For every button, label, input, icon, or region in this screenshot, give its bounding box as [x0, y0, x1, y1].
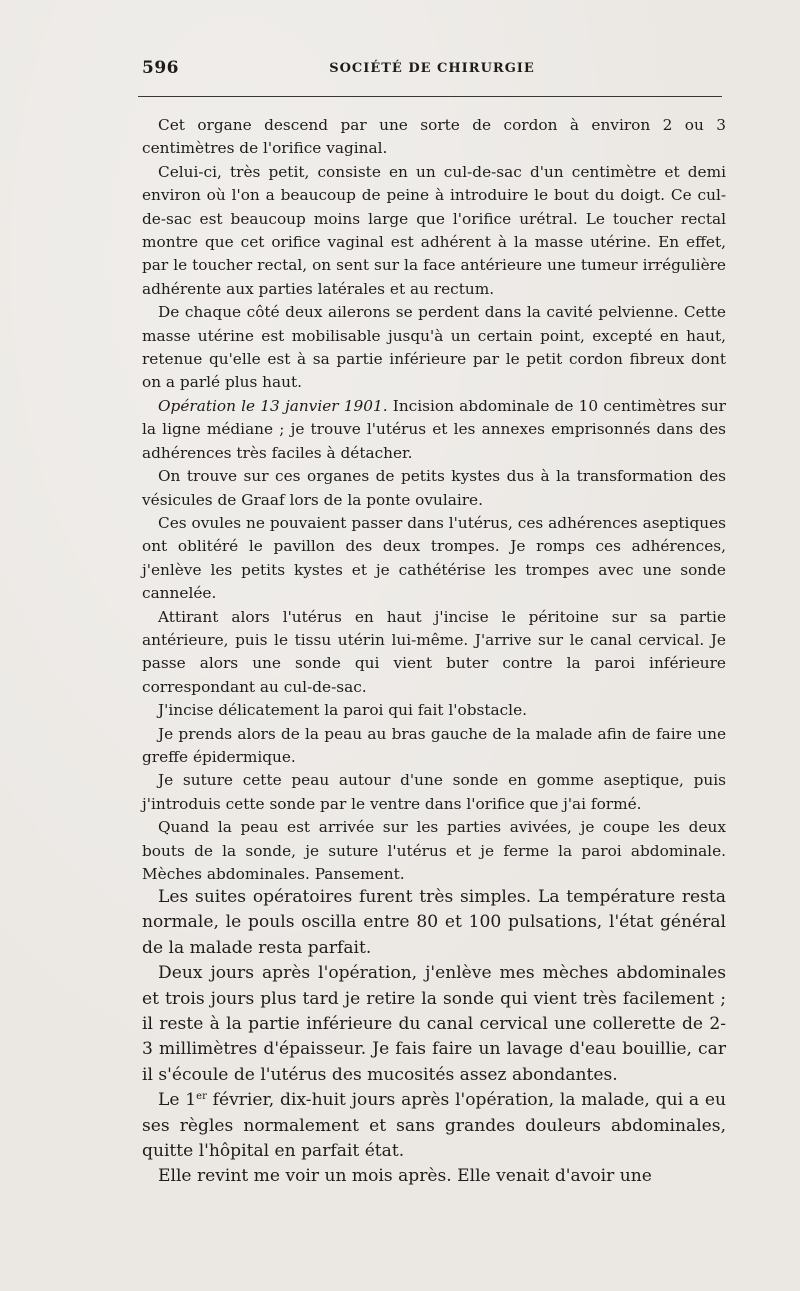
- paragraph: Quand la peau est arrivée sur les parties avivées, je coupe les deux bouts de la sonde, je suture l'utérus et je ferme la paroi abdominale. Mèches abdominales. Pansement.: [142, 818, 726, 883]
- paragraph: Opération le 13 janvier 1901. Incision abdominale de 10 centimètres sur la ligne médiane ; je trouve l'utérus et les annexes emprisonnés dans des adhérences très faciles à détacher.: [142, 396, 726, 462]
- page-number: 596: [142, 58, 179, 78]
- running-title: SOCIÉTÉ DE CHIRURGIE: [329, 61, 535, 76]
- paragraph: Je prends alors de la peau au bras gauche de la malade afin de faire une greffe épidermique.: [142, 724, 726, 766]
- paragraph: Les suites opératoires furent très simples. La température resta normale, le pouls oscilla entre 80 et 100 pulsations, l'état général de la malade resta parfait.: [142, 887, 726, 958]
- page-header: [142, 58, 722, 88]
- paragraph: Je suture cette peau autour d'une sonde en gomme aseptique, puis j'introduis cette sonde par le ventre dans l'orifice que j'ai formé.: [142, 771, 726, 813]
- paragraph: De chaque côté deux ailerons se perdent dans la cavité pelvienne. Cette masse utérine est mobilisable jusqu'à un certain point, excepté en haut, retenue qu'elle est à sa partie inférieure par le petit cordon fibreux dont on a parlé plus haut.: [142, 303, 726, 392]
- paragraph: Cet organe descend par une sorte de cordon à environ 2 ou 3 centimètres de l'orifice vaginal.: [142, 116, 726, 158]
- paragraph: Attirant alors l'utérus en haut j'incise le péritoine sur sa partie antérieure, puis le tissu utérin lui-même. J'arrive sur le canal cervical. Je passe alors une sonde qui vient buter contre la paroi inférieure correspondant au cul-de-sac.: [142, 607, 726, 696]
- postoperative-notes-block: [142, 885, 726, 1190]
- paragraph: On trouve sur ces organes de petits kystes dus à la transformation des vésicules de Graaf lors de la ponte ovulaire.: [142, 467, 726, 509]
- paragraph: Elle revint me voir un mois après. Elle venait d'avoir une: [158, 1166, 652, 1187]
- paragraph: J'incise délicatement la paroi qui fait l'obstacle.: [158, 701, 527, 720]
- paragraph: Le 1er février, dix-huit jours après l'opération, la malade, qui a eu ses règles normalement et sans grandes douleurs abdominales, quitte l'hôpital en parfait état.: [142, 1090, 726, 1162]
- clinical-notes-block: [142, 114, 726, 886]
- header-rule: [138, 96, 722, 97]
- paragraph: Celui-ci, très petit, consiste en un cul-de-sac d'un centimètre et demi environ où l'on a beaucoup de peine à introduire le bout du doigt. Ce cul-de-sac est beaucoup moins large que l'orifice urétral. Le toucher rectal montre que cet orifice vaginal est adhérent à la masse utérine. En effet, par le toucher rectal, on sent sur la face antérieure une tumeur irrégulière adhérente aux parties latérales et au rectum.: [142, 162, 726, 298]
- paragraph: Ces ovules ne pouvaient passer dans l'utérus, ces adhérences aseptiques ont oblitéré le pavillon des deux trompes. Je romps ces adhérences, j'enlève les petits kystes et je cathétérise les trompes avec une sonde cannelée.: [142, 513, 726, 603]
- paragraph: Deux jours après l'opération, j'enlève mes mèches abdominales et trois jours plus tard je retire la sonde qui vient très facilement ; il reste à la partie inférieure du canal cervical une collerette de 2-3 millimètres d'épaisseur. Je fais faire un lavage d'eau bouillie, car il s'écoule de l'utérus des mucosités assez abondantes.: [142, 963, 726, 1085]
- operation-date: Opération le 13 janvier 1901.: [158, 396, 388, 415]
